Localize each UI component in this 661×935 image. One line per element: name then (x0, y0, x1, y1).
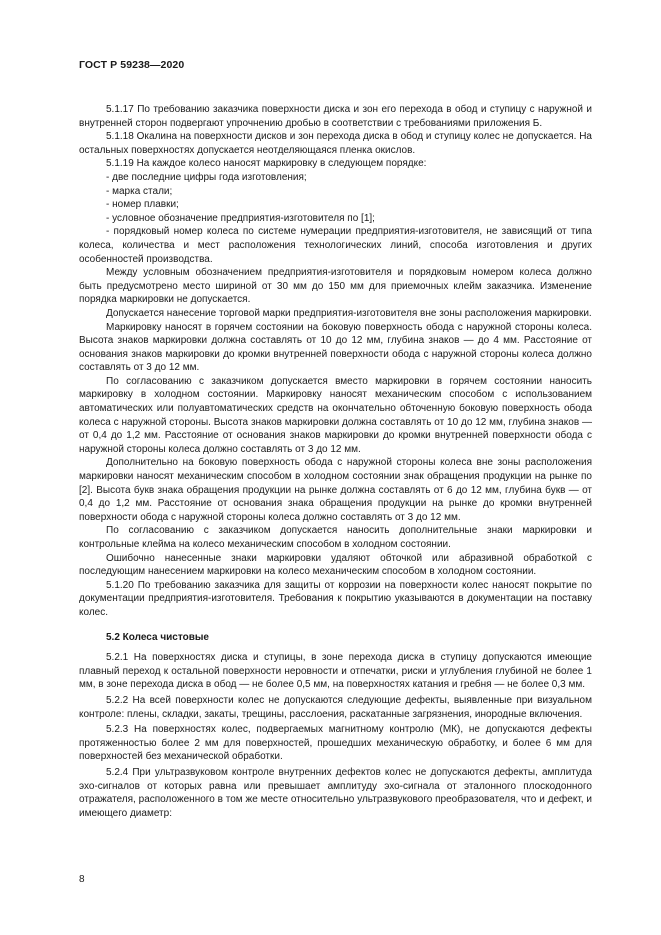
section-heading: 5.2 Колеса чистовые (106, 631, 209, 643)
paragraph: Допускается нанесение торговой марки предприятия-изготовителя вне зоны расположения маркировки. (106, 307, 592, 319)
list-item: - номер плавки; (106, 199, 179, 211)
paragraph-5-1-20: 5.1.20 По требованию заказчика для защиты от коррозии на поверхности колес наносят покрытие по документации предприятия-изготовителя. Требования к покрытию указываются в документации на поставку колес. (79, 579, 592, 618)
paragraph-5-1-17: 5.1.17 По требованию заказчика поверхности диска и зон его перехода в обод и ступицу с наружной и внутренней сторон подвергают упрочнению дробью в соответствии с требованиями приложения Б. (79, 104, 592, 129)
page-number: 8 (79, 874, 85, 885)
document-body (79, 103, 592, 820)
list-item: - марка стали; (106, 185, 173, 197)
paragraph: Между условным обозначением предприятия-изготовителя и порядковым номером колеса должно быть предусмотрено место шириной от 30 мм до 150 мм для приемочных клейм заказчика. Изменение порядка маркировки не допускается. (79, 267, 592, 306)
paragraph: По согласованию с заказчиком допускается вместо маркировки в горячем состоянии наносить маркировку в холодном состоянии. Маркировку наносят механическим способом с использованием автоматических или полуавтоматических средств на окончательно обточенную боковую поверхность обода колеса с наружной стороны. Высота знаков маркировки должна составлять от 10 до 12 мм, глубина знаков — от 0,4 до 1,2 мм. Расстояние от основания знаков маркировки до кромки внутренней поверхности обода с наружной стороны колеса должно составлять от 3 до 12 мм. (79, 375, 592, 455)
list-item: - условное обозначение предприятия-изготовителя по [1]; (106, 212, 375, 224)
paragraph-5-1-19: 5.1.19 На каждое колесо наносят маркировку в следующем порядке: (106, 158, 427, 170)
paragraph: По согласованию с заказчиком допускается наносить дополнительные знаки маркировки и контрольные клейма на колесо механическим способом в холодном состоянии. (79, 525, 592, 550)
paragraph: Маркировку наносят в горячем состоянии на боковую поверхность обода с наружной стороны колеса. Высота знаков маркировки должна составлять от 10 до 12 мм, глубина знаков — до 4 мм. Расстояние от основания знаков маркировки до кромки внутренней поверхности обода с наружной стороны колеса должно составлять от 3 до 12 мм. (79, 321, 592, 374)
document-header: ГОСТ Р 59238—2020 (79, 59, 185, 71)
paragraph-5-2-3: 5.2.3 На поверхностях колес, подвергаемых магнитному контролю (МК), не допускаются дефекты протяженностью более 2 мм для поверхностей, прошедших механическую обработку, и более 6 мм для поверхностей без механической обработки. (79, 724, 592, 763)
paragraph-5-1-18: 5.1.18 Окалина на поверхности дисков и зон перехода диска в обод и ступицу колес не допускается. На остальных поверхностях допускается неотделяющаяся пленка окислов. (79, 131, 592, 156)
paragraph-5-2-1: 5.2.1 На поверхностях диска и ступицы, в зоне перехода диска в ступицу допускаются имеющие плавный переход к остальной поверхности неровности и отпечатки, риски и углубления глубиной не более 1 мм, в зоне перехода диска в обод — не более 0,5 мм, на поверхностях катания и гребня — не более 0,3 мм. (79, 652, 592, 691)
list-item: - порядковый номер колеса по системе нумерации предприятия-изготовителя, не зависящий от типа колеса, количества и мест расположения технологических линий, способа изготовления и других особенностей производства. (79, 226, 592, 265)
list-item: - две последние цифры года изготовления; (106, 171, 307, 183)
paragraph: Дополнительно на боковую поверхность обода с наружной стороны колеса вне зоны расположения маркировки наносят механическим способом в холодном состоянии знак обращения продукции на рынке по [2]. Высота букв знака обращения продукции на рынке должна составлять от 6 до 12 мм, глубина букв — от 0,4 до 1,2 мм. Расстояние от основания знака обращения продукции на рынке до кромки внутренней поверхности обода с наружной стороны колеса должно составлять от 3 до 12 мм. (79, 457, 592, 523)
paragraph-5-2-2: 5.2.2 На всей поверхности колес не допускаются следующие дефекты, выявленные при визуальном контроле: плены, складки, закаты, трещины, расслоения, раскатанные загрязнения, инородные включения. (79, 694, 592, 720)
paragraph-5-2-4: 5.2.4 При ультразвуковом контроле внутренних дефектов колес не допускаются дефекты, амплитуда эхо-сигналов от которых равна или превышает амплитуду эхо-сигнала от эталонного плоскодонного отражателя, расположенного в том же месте относительно ультразвукового преобразователя, что и дефект, и имеющего диаметр: (79, 766, 592, 819)
paragraph: Ошибочно нанесенные знаки маркировки удаляют обточкой или абразивной обработкой с последующим нанесением маркировки на колесо механическим способом в холодном состоянии. (79, 552, 592, 578)
